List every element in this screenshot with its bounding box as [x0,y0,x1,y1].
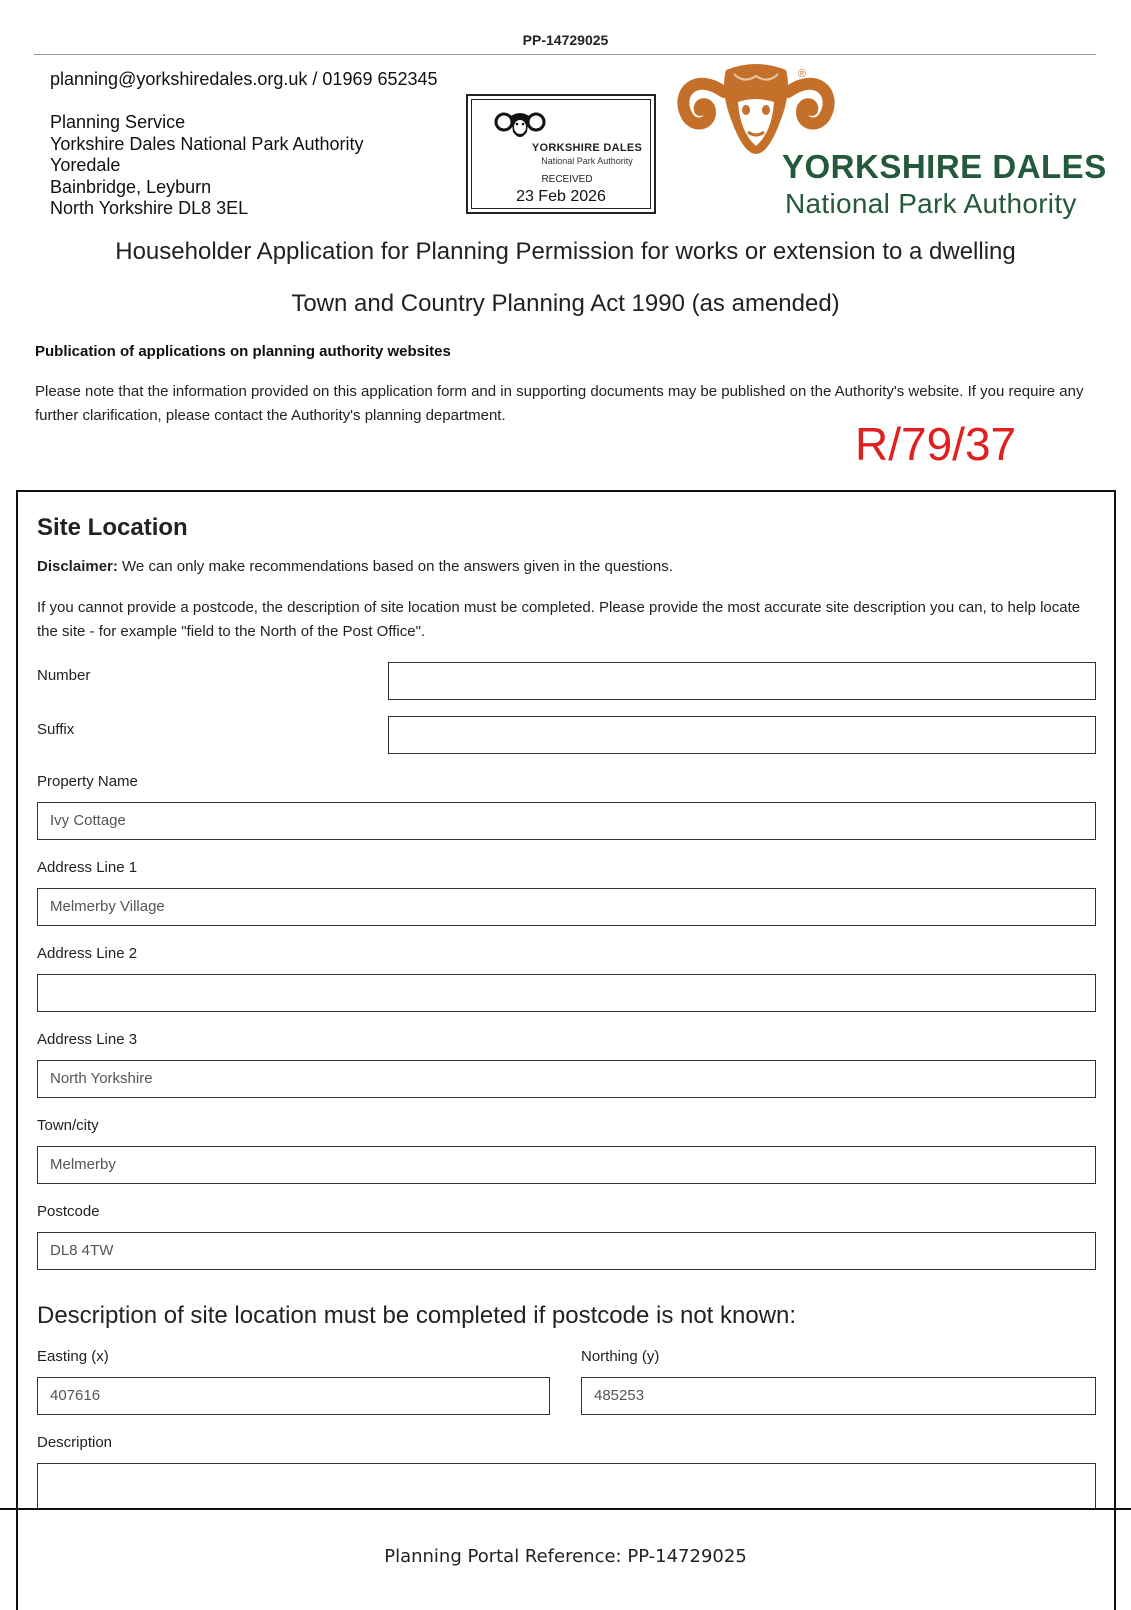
northing-label: Northing (y) [581,1348,660,1365]
publication-notice: Please note that the information provided on this application form and in supporting documents may be published on the Authority's website. If you require any further clarification, please contact the Authority's planning department. [35,383,1084,424]
address-line: North Yorkshire DL8 3EL [50,198,249,218]
number-field[interactable] [388,662,1096,700]
description-label: Description [37,1434,113,1451]
logo-name: YORKSHIRE DALES [782,148,1107,185]
postcode-label: Postcode [37,1203,100,1220]
address-line-2-field[interactable] [37,974,1096,1012]
publication-heading: Publication of applications on planning authority websites [35,343,451,360]
footer-reference: Planning Portal Reference: PP-14729025 [384,1546,747,1567]
property-name-field[interactable]: Ivy Cottage [37,802,1096,840]
address-line: Bainbridge, Leyburn [50,176,212,197]
disclaimer-text: We can only make recommendations based on the answers given in the questions. [117,558,673,575]
address-line-1-field[interactable]: Melmerby Village [37,888,1096,926]
disclaimer [37,558,673,575]
site-location-panel [16,490,1116,1610]
logo-subtitle: National Park Authority [785,188,1077,219]
address-line-2-label: Address Line 2 [37,945,138,962]
stamp-org-name: YORKSHIRE DALES [531,142,643,154]
disclaimer-label: Disclaimer: [37,558,118,575]
stamp-org-subtitle: National Park Authority [541,156,633,166]
easting-label: Easting (x) [37,1348,109,1365]
page-reference: PP-14729025 [522,32,609,48]
postcode-field[interactable]: DL8 4TW [37,1232,1096,1270]
address-line: Planning Service [50,112,186,132]
handwritten-reference: R/79/37 [855,418,1017,470]
suffix-label: Suffix [37,721,75,738]
header-divider [34,54,1096,55]
northing-field[interactable]: 485253 [581,1377,1096,1415]
stamp-received-label: RECEIVED [541,174,593,185]
address-line: Yorkshire Dales National Park Authority [50,133,364,154]
form-title: Householder Application for Planning Permission for works or extension to a dwelling [115,238,1016,265]
address-line-3-label: Address Line 3 [37,1031,138,1048]
town-city-field[interactable]: Melmerby [37,1146,1096,1184]
authority-address [50,112,364,220]
authority-contact: planning@yorkshiredales.org.uk / 01969 652345 [50,69,438,89]
ram-logo-icon [676,62,836,158]
description-heading: Description of site location must be completed if postcode is not known: [37,1302,797,1329]
address-line: Yoredale [50,155,121,175]
stamp-inner-border [471,99,651,209]
description-field[interactable] [37,1463,1096,1508]
location-instructions: If you cannot provide a postcode, the description of site location must be completed. Please provide the most accurate site description you can, to help locate the site - for example "field to the North of the Post Office". [37,599,1081,640]
received-stamp [466,94,656,214]
registered-mark: ® [798,68,807,80]
address-line-3-field[interactable]: North Yorkshire [37,1060,1096,1098]
number-label: Number [37,667,91,684]
suffix-field[interactable] [388,716,1096,754]
ram-head-icon [492,110,548,144]
form-subtitle: Town and Country Planning Act 1990 (as amended) [291,290,840,317]
section-heading: Site Location [37,514,188,541]
stamp-date: 23 Feb 2026 [516,188,606,205]
easting-field[interactable]: 407616 [37,1377,550,1415]
town-city-label: Town/city [37,1117,99,1134]
address-line-1-label: Address Line 1 [37,859,138,876]
property-name-label: Property Name [37,773,138,790]
footer-divider [0,1508,1131,1510]
